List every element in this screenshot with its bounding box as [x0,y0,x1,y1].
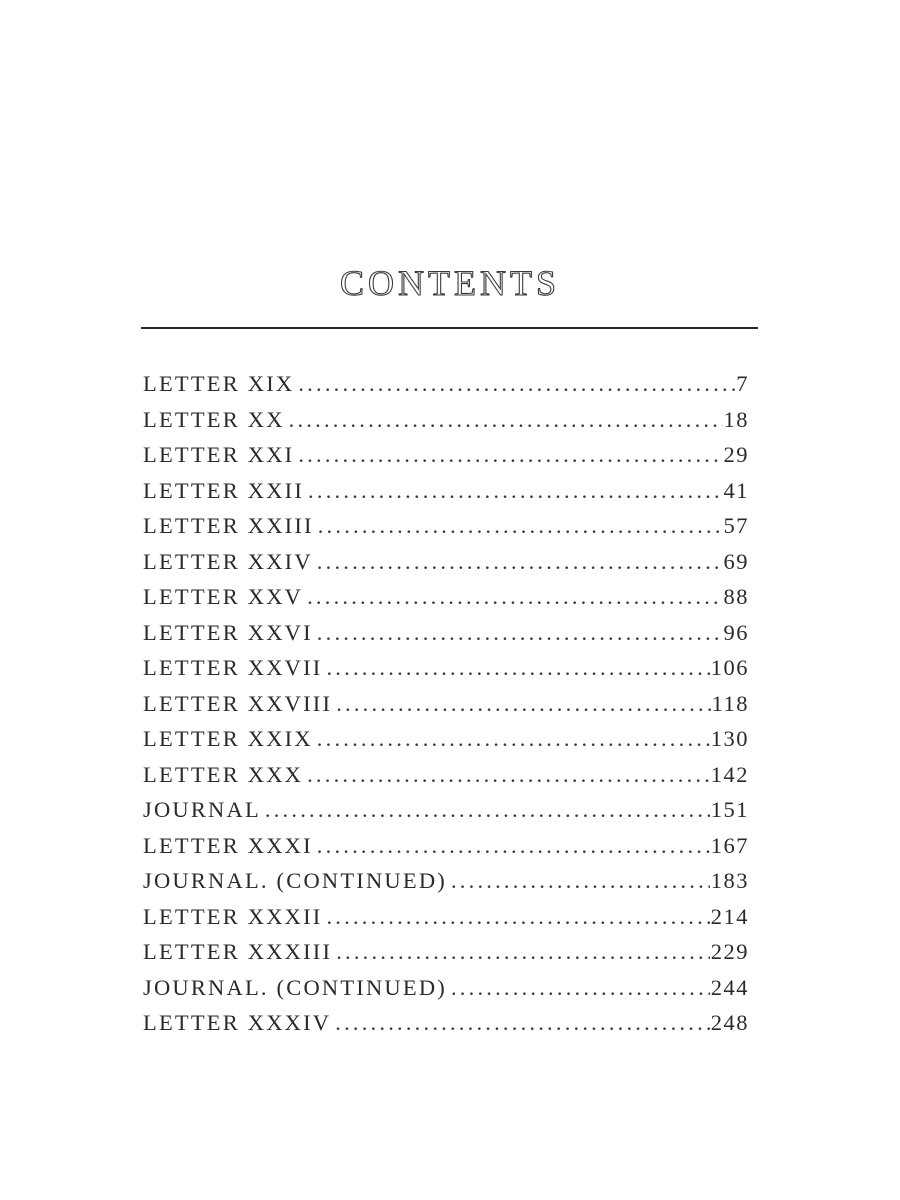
toc-entry-label: LETTER XXI [143,442,295,467]
toc-entry-label: LETTER XXVII [143,655,323,680]
toc-entry-label: LETTER XXXIV [143,1010,332,1035]
toc-entry-page-number: 41 [723,477,749,503]
toc-entry-label: LETTER XXII [143,477,305,503]
toc-dot-leader [265,797,710,823]
toc-dot-leader [451,868,710,894]
toc-dot-leader [298,371,735,397]
toc-entry-page-number: 69 [723,548,749,574]
toc-dot-leader [335,1010,710,1036]
toc-entry [143,584,749,620]
toc-dot-leader [307,584,722,610]
toc-entry [143,833,749,869]
toc-entry [143,407,749,443]
toc-entry-label: LETTER XXIII [143,513,314,538]
toc-entry-page-number: 229 [710,939,749,964]
toc-entry-page-number: 244 [710,974,749,1000]
toc-entry [143,868,749,904]
toc-dot-leader [317,549,723,575]
toc-entry-page-number: 88 [723,584,749,609]
toc-entry [143,549,749,585]
toc-entry [143,620,749,656]
toc-entry-page-number: 183 [710,868,749,893]
toc-dot-leader [298,442,722,468]
toc-entry-page-number: 57 [723,513,749,538]
toc-dot-leader [451,975,710,1001]
toc-entry [143,762,749,798]
toc-entry-page-number: 151 [710,797,749,822]
toc-dot-leader [326,904,709,930]
toc-entry [143,939,749,975]
toc-dot-leader [336,939,710,965]
toc-entry-page-number: 18 [723,406,749,432]
toc-entry [143,1010,749,1046]
toc-dot-leader [317,620,723,646]
toc-entry-label: JOURNAL. (CONTINUED) [143,868,447,893]
toc-entry [143,371,749,407]
toc-entry-label: LETTER XXXI [143,832,313,858]
toc-entry-label: LETTER XXXII [143,903,323,929]
toc-entry-page-number: 248 [710,1010,749,1035]
toc-entry-label: LETTER XXIX [143,726,313,751]
toc-entry [143,513,749,549]
toc-entry-label: LETTER XXX [143,761,304,787]
toc-entry-label: LETTER XXVI [143,619,313,645]
toc-dot-leader [336,691,710,717]
toc-entry-page-number: 130 [710,726,749,751]
toc-entry [143,975,749,1011]
toc-entry [143,655,749,691]
toc-dot-leader [289,407,723,433]
toc-entry-page-number: 106 [710,655,749,680]
toc-entry-page-number: 118 [711,690,749,716]
toc-entry-page-number: 142 [710,761,749,787]
toc-entry [143,904,749,940]
toc-entry [143,691,749,727]
toc-dot-leader [308,478,722,504]
toc-entry-label: LETTER XX [143,406,285,432]
toc-dot-leader [317,726,710,752]
toc-entry [143,726,749,762]
toc-entry-label: JOURNAL [143,797,261,822]
toc-dot-leader [307,762,710,788]
toc-entry-page-number: 96 [723,619,749,645]
toc-entry-label: LETTER XXV [143,584,304,609]
toc-entry-page-number: 29 [723,442,749,467]
toc-entry-label: LETTER XXIV [143,548,313,574]
toc-dot-leader [317,833,710,859]
toc-entry [143,797,749,833]
title-divider [141,327,758,329]
toc-entry-label: LETTER XXVIII [143,690,333,716]
page-title: CONTENTS [340,263,560,303]
toc-dot-leader [318,513,723,539]
table-of-contents [143,371,749,1046]
toc-entry-page-number: 214 [710,903,749,929]
toc-entry [143,442,749,478]
toc-entry [143,478,749,514]
toc-entry-label: LETTER XIX [143,371,295,396]
toc-dot-leader [326,655,709,681]
toc-entry-page-number: 7 [736,371,749,396]
toc-entry-label: JOURNAL. (CONTINUED) [143,974,447,1000]
toc-entry-page-number: 167 [710,832,749,858]
toc-entry-label: LETTER XXXIII [143,939,333,964]
